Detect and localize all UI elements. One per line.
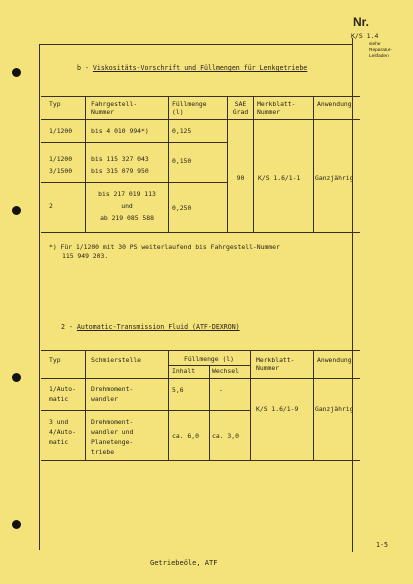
table-cell: 3 und 4/Auto- matic (49, 418, 76, 446)
table-cell: 1/1200 3/1500 (49, 155, 73, 176)
table-cell: bis 4 010 994*) (91, 127, 149, 135)
punch-hole (12, 520, 21, 529)
punch-hole (12, 68, 21, 77)
header-inhalt: Inhalt (172, 367, 196, 375)
right-frame-line (352, 38, 353, 552)
section-2-title: 2 - Automatic-Transmission Fluid (ATF-DEXRON) (61, 323, 240, 331)
header-fuellmenge: Füllmenge (l) (183, 355, 235, 363)
table-cell: 5,6 (172, 386, 184, 394)
table-cell: 2 (49, 202, 53, 210)
header-fahrgestell: Fahrgestell- Nummer (91, 100, 138, 116)
header-sae: SAE Grad (232, 100, 249, 116)
table-cell: Drehmoment- wandler und Planetenge- triebe (91, 418, 134, 456)
table-cell: K/S 1.6/1-9 (256, 405, 299, 413)
table-cell: 0,150 (172, 157, 192, 165)
table-cell: 1/1200 (49, 127, 73, 135)
header-merkblatt: Merkblatt- Nummer (257, 100, 296, 116)
side-note: siehe Reparatur- Leitfaden (369, 42, 392, 60)
document-number: K/S 1.4 (351, 32, 379, 40)
nr-label: Nr. (353, 15, 370, 29)
header-merkblatt: Merkblatt- Nummer (256, 356, 295, 372)
table-cell: K/S 1.6/1-1 (258, 174, 301, 182)
footer-title: Getriebeöle, ATF (150, 559, 218, 567)
header-anwendung: Anwendung (317, 356, 352, 364)
left-frame-line (39, 44, 40, 550)
table-cell: 0,125 (172, 127, 192, 135)
header-anwendung: Anwendung (317, 100, 352, 108)
table-cell: ca. 3,0 (212, 432, 239, 440)
header-schmierstelle: Schmierstelle (91, 356, 142, 364)
table-cell: bis 217 019 113 und ab 219 085 588 (98, 190, 156, 223)
punch-hole (12, 373, 21, 382)
table-cell: 90 (236, 174, 245, 182)
footnote: *) Für 1/1200 mit 30 PS weiterlaufend bis Fahrgestell-Nummer 115 949 203. (49, 243, 280, 261)
page-number: 1-5 (376, 541, 388, 549)
table-cell: bis 115 327 043 bis 315 079 950 (91, 155, 149, 176)
table-cell: 0,250 (172, 204, 192, 212)
header-wechsel: Wechsel (212, 367, 239, 375)
header-typ: Typ (49, 356, 61, 364)
table-cell: - (219, 386, 223, 394)
table-cell: Ganzjährig (315, 405, 354, 413)
table-cell: ca. 6,0 (172, 432, 199, 440)
table-cell: Ganzjährig (315, 174, 354, 182)
table-cell: Drehmoment- wandler (91, 385, 134, 403)
section-b-title: b - Viskositäts-Vorschrift und Füllmengen für Lenkgetriebe (77, 64, 308, 72)
top-frame-line (39, 44, 352, 45)
punch-hole (12, 206, 21, 215)
header-fuellmenge: Füllmenge (l) (172, 100, 207, 116)
table-cell: 1/Auto- matic (49, 385, 76, 403)
header-typ: Typ (49, 100, 61, 108)
